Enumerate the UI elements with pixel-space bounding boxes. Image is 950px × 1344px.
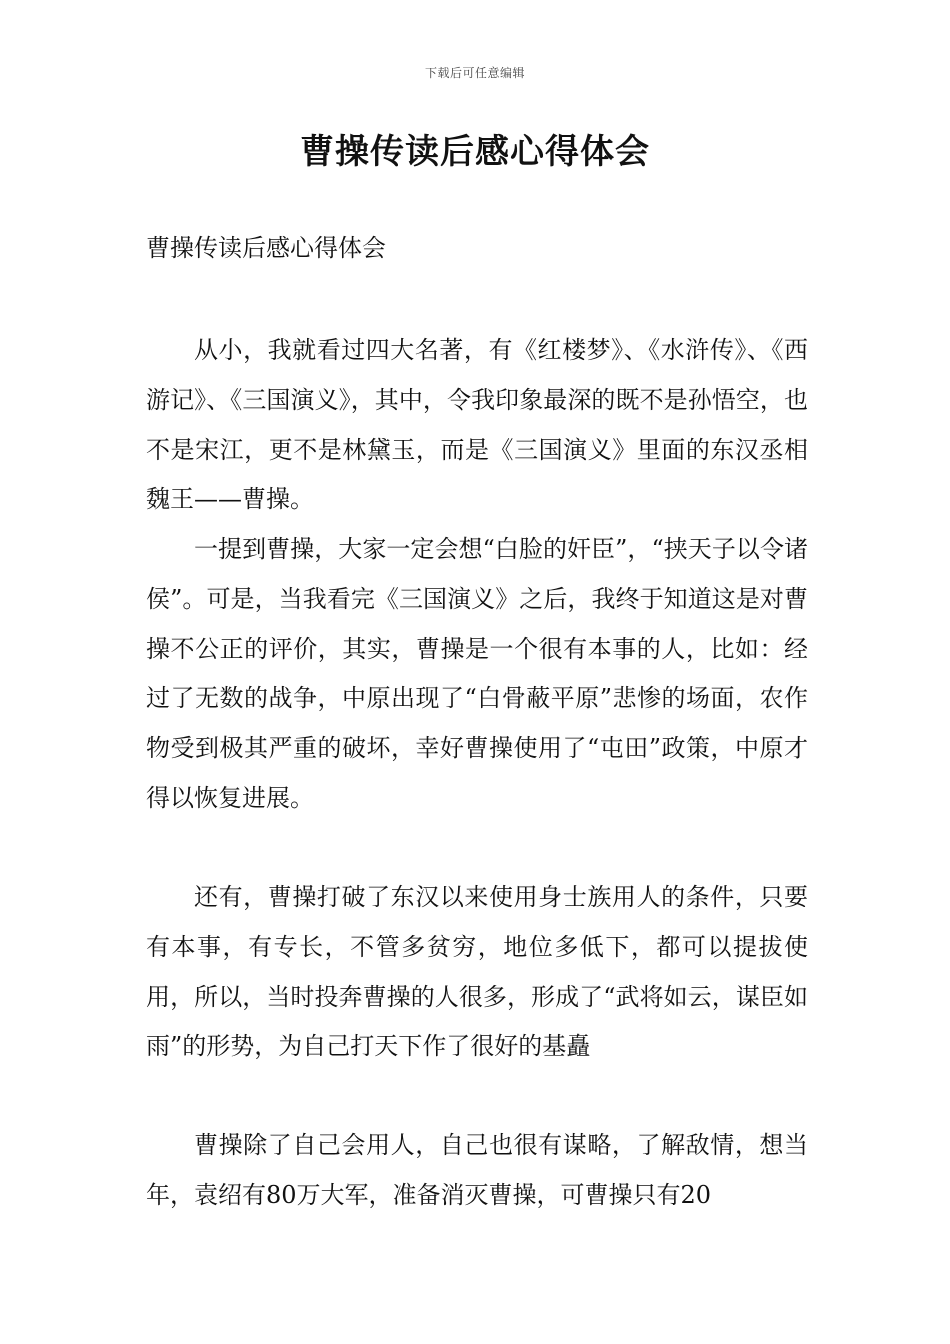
document-subtitle: 曹操传读后感心得体会 [146,234,386,262]
paragraph-1: 从小，我就看过四大名著，有《红楼梦》、《水浒传》、《西游记》、《三国演义》，其中，令我印象最深的既不是孙悟空，也不是宋江，更不是林黛玉，而是《三国演义》里面的东汉丞相魏王——曹操。 [146,336,808,514]
document-title: 曹操传读后感心得体会 [300,132,650,172]
header-note: 下载后可任意编辑 [424,66,525,80]
paragraph-3: 还有，曹操打破了东汉以来使用身士族用人的条件，只要有本事，有专长，不管多贫穷，地位多低下，都可以提拔使用，所以，当时投奔曹操的人很多，形成了“武将如云，谋臣如雨”的形势，为自己打天下作了很好的基矗 [146,883,808,1061]
paragraph-2: 一提到曹操，大家一定会想“白脸的奸臣”，“挟天子以令诸侯”。可是，当我看完《三国演义》之后，我终于知道这是对曹操不公正的评价，其实，曹操是一个很有本事的人，比如：经过了无数的战争，中原出现了“白骨蔽平原”悲惨的场面，农作物受到极其严重的破坏，幸好曹操使用了“屯田”政策，中原才得以恢复进展。 [146,535,808,812]
paragraph-4: 曹操除了自己会用人，自己也很有谋略，了解敌情，想当年，袁绍有80万大军，准备消灭曹操，可曹操只有20 [146,1131,808,1209]
